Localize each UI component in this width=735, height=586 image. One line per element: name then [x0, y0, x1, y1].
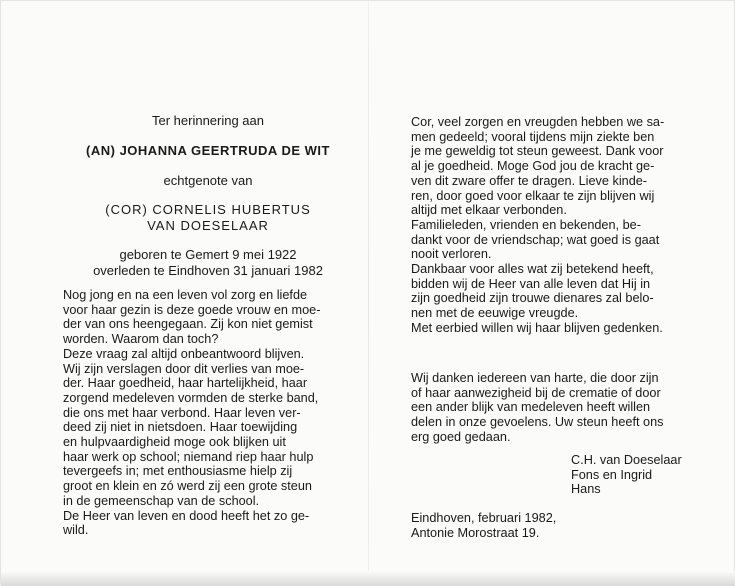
text-line: Wij danken iedereen van harte, die door zijn — [411, 371, 659, 385]
text-line: De Heer van leven en dood heeft het zo ge- — [63, 508, 310, 523]
text-line: Met eerbied willen wij haar blijven gedenken. — [411, 320, 663, 335]
text-line: wild. — [63, 523, 89, 538]
text-line: men gedeeld; vooral tijdens mijn ziekte ben — [411, 129, 655, 144]
text-line: die ons met haar verbond. Haar leven ver- — [63, 405, 301, 420]
signer-name: Hans — [571, 482, 601, 497]
text-line: groot en klein en zó werd zij een grote steun — [63, 479, 312, 494]
signer-name: Fons en Ingrid — [571, 467, 653, 482]
text-line: een ander blijk van medeleven heeft willen — [411, 400, 651, 415]
signers-block — [571, 453, 682, 497]
text-line: zorgend medeleven vormden de sterke band, — [63, 390, 319, 405]
text-line: Deze vraag zal altijd onbeantwoord blijven. — [63, 346, 305, 361]
deceased-name: (AN) JOHANNA GEERTRUDA DE WIT — [86, 143, 330, 158]
street-line: Antonie Morostraat 19. — [411, 525, 540, 540]
text-line: tevergeefs in; met enthousiasme hielp zij — [63, 464, 293, 479]
text-line: haar werk op school; niemand riep haar hulp — [63, 449, 314, 464]
text-line: ven dit zware offer te dragen. Lieve kinde- — [411, 173, 648, 188]
text-line: al je goedheid. Moge God jou de kracht ge- — [411, 159, 655, 174]
text-line: Cor, veel zorgen en vreugden hebben we sa- — [411, 115, 665, 129]
text-line: voor haar gezin is deze goede vrouw en moe- — [63, 302, 321, 317]
place-date-line: Eindhoven, februari 1982, — [411, 511, 557, 525]
text-line: delen in onze gevoelens. Uw steun heeft ons — [411, 415, 664, 430]
birth-line: geboren te Gemert 9 mei 1922 — [119, 247, 297, 262]
death-line: overleden te Eindhoven 31 januari 1982 — [93, 263, 323, 278]
text-line: bidden wij de Heer van alle leven dat Hij in — [411, 276, 651, 291]
thanks-block — [411, 371, 701, 445]
text-line: dankt voor de vriendschap; wat goed is gaat — [411, 232, 660, 247]
spouse-of-line: echtgenote van — [163, 173, 253, 188]
text-line: zijn goedheid zijn trouwe dienares zal belo- — [411, 291, 654, 306]
text-line: Nog jong en na een leven vol zorg en liefde — [63, 288, 308, 302]
card-fold — [368, 1, 369, 586]
text-line: erg goed gedaan. — [411, 429, 511, 444]
text-line: nen met de eeuwige vreugde. — [411, 306, 579, 321]
text-line: der. Haar goedheid, haar hartelijkheid, haar — [63, 376, 308, 391]
left-text-block — [63, 288, 353, 538]
text-line: deed zij niet in nietsdoen. Haar toewijding — [63, 420, 298, 435]
text-line: en hulpvaardigheid moge ook blijken uit — [63, 435, 286, 450]
signer-name: C.H. van Doeselaar — [571, 453, 682, 467]
text-line: altijd met elkaar verbonden. — [411, 203, 567, 218]
text-line: in de gemeenschap van de school. — [63, 493, 260, 508]
husband-name-line-2: VAN DOESELAAR — [147, 218, 269, 233]
text-line: Familieleden, vrienden en bekenden, be- — [411, 217, 641, 232]
text-line: Wij zijn verslagen door dit verlies van moe- — [63, 361, 305, 376]
husband-name-line-1: (COR) CORNELIS HUBERTUS — [105, 202, 311, 217]
text-line: worden. Waarom dan toch? — [63, 332, 219, 347]
text-line: je me geweldig tot steun geweest. Dank voor — [411, 144, 664, 159]
in-memory-line: Ter herinnering aan — [151, 113, 265, 128]
text-line: of haar aanwezigheid bij de crematie of door — [411, 385, 661, 400]
text-line: ren, door goed voor elkaar te zijn blijven wij — [411, 188, 655, 203]
text-line: Dankbaar voor alles wat zij betekend heeft, — [411, 262, 654, 277]
scan-shadow — [1, 571, 735, 586]
text-line: der van ons heengegaan. Zij kon niet gemist — [63, 317, 313, 332]
text-line: nooit verloren. — [411, 247, 492, 262]
right-message-block — [411, 115, 701, 336]
address-block — [411, 511, 556, 540]
